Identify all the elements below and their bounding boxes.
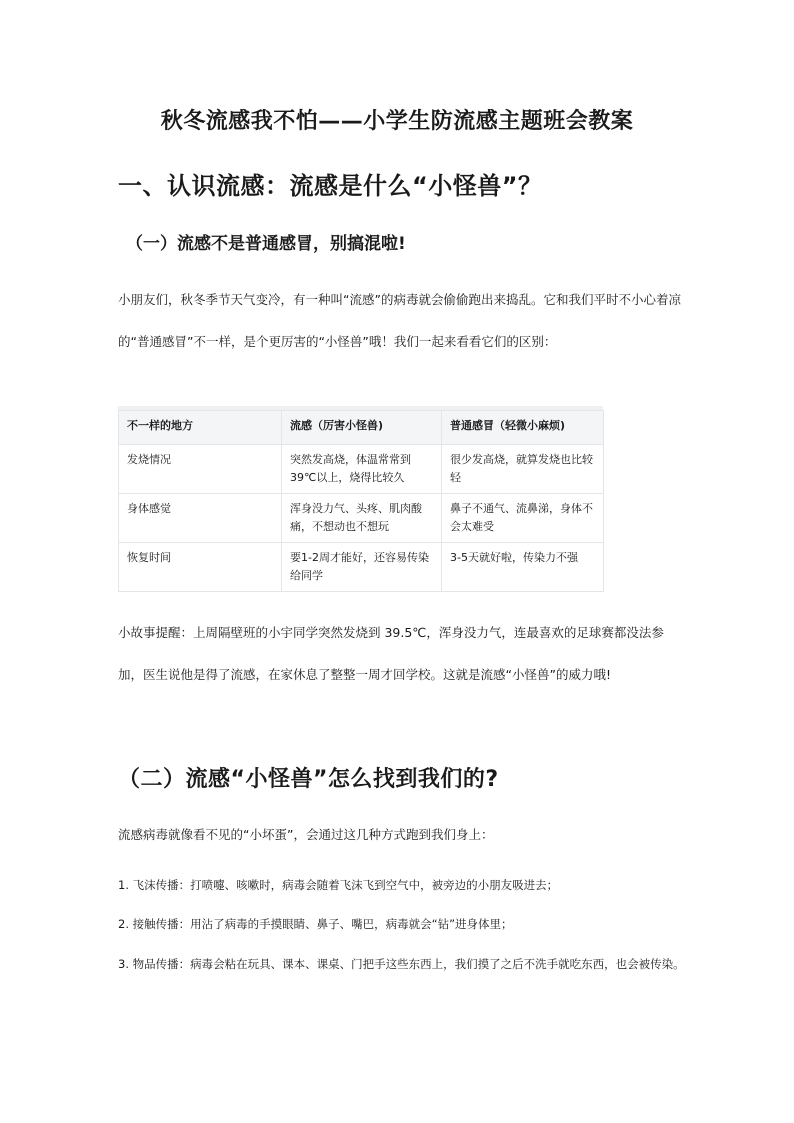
list-item: 2. 接触传播：用沾了病毒的手摸眼睛、鼻子、嘴巴，病毒就会“钻”进身体里； [118, 917, 513, 931]
table-header-cell: 不一样的地方 [119, 411, 282, 445]
table-row [119, 543, 604, 592]
table-header-cell: 流感（厉害小怪兽) [282, 411, 442, 445]
list-item: 1. 飞沫传播：打喷嚏、咳嗽时，病毒会随着飞沫飞到空气中，被旁边的小朋友吸进去； [118, 878, 559, 892]
table-cell: 身体感觉 [119, 494, 282, 543]
table-cell: 鼻子不通气、流鼻涕，身体不会太难受 [442, 494, 604, 543]
table-cell: 突然发高烧，体温常常到39℃以上，烧得比较久 [282, 445, 442, 494]
table-row [119, 445, 604, 494]
subsection-heading-1: （一）流感不是普通感冒，别搞混啦! [126, 234, 406, 254]
table-header-cell: 普通感冒（轻微小麻烦) [442, 411, 604, 445]
comparison-table [118, 406, 603, 605]
table-cell: 3-5天就好啦，传染力不强 [442, 543, 604, 592]
table-header-row [119, 411, 604, 445]
subsection-heading-2: （二）流感“小怪兽”怎么找到我们的? [118, 767, 499, 792]
table-cell: 恢复时间 [119, 543, 282, 592]
list-item: 3. 物品传播：病毒会粘在玩具、课本、课桌、门把手这些东西上，我们摸了之后不洗手就吃东西，也会被传染。 [118, 957, 685, 971]
table-cell: 浑身没力气、头疼、肌肉酸痛，不想动也不想玩 [282, 494, 442, 543]
table-cell: 发烧情况 [119, 445, 282, 494]
intro-paragraph: 小朋友们，秋冬季节天气变冷，有一种叫“流感”的病毒就会偷偷跑出来捣乱。它和我们平时不小心着凉的“普通感冒”不一样，是个更厉害的“小怪兽”哦！我们一起来看看它们的区别： [118, 292, 681, 349]
story-paragraph: 小故事提醒：上周隔壁班的小宇同学突然发烧到 39.5℃，浑身没力气，连最喜欢的足球赛都没法参加，医生说他是得了流感，在家休息了整整一周才回学校。这就是流感“小怪兽”的威力哦! [118, 625, 664, 682]
document-title: 秋冬流感我不怕——小学生防流感主题班会教案 [160, 109, 634, 134]
table-row [119, 494, 604, 543]
table-cell: 要1-2周才能好，还容易传染给同学 [282, 543, 442, 592]
section-heading-1: 一、认识流感：流感是什么“小怪兽”？ [118, 172, 543, 200]
table-cell: 很少发高烧，就算发烧也比较轻 [442, 445, 604, 494]
transmission-intro-paragraph: 流感病毒就像看不见的“小坏蛋”，会通过这几种方式跑到我们身上： [118, 827, 494, 842]
